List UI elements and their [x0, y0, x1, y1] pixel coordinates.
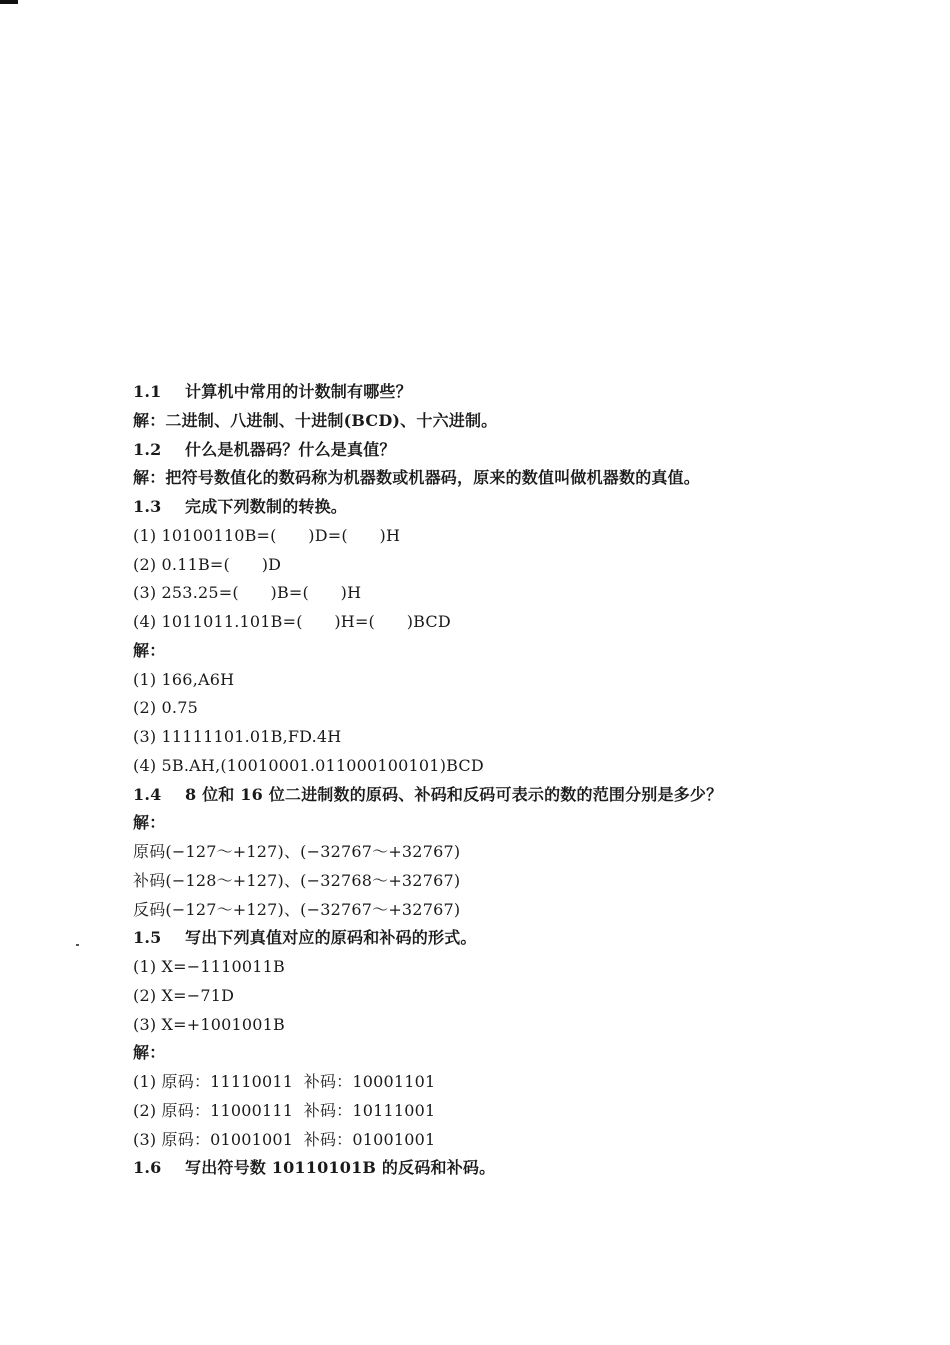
exercise-item: (3) X=+1001001B	[133, 1014, 285, 1034]
question-1-1	[133, 378, 893, 407]
question-1-3	[133, 493, 893, 522]
exercise-item: (2) 0.11B=( )D	[133, 554, 282, 574]
range-ones-complement: 反码(−127～+127)、(−32767～+32767)	[133, 899, 461, 919]
question-text: 完成下列数制的转换。	[185, 497, 348, 516]
exercise-item: (3) 253.25=( )B=( )H	[133, 583, 362, 603]
question-number: 1.3	[133, 497, 162, 516]
question-1-2	[133, 436, 893, 465]
solution-item: (2) 原码：11000111 补码：10111001	[133, 1100, 436, 1120]
answer-1-2: 解：把符号数值化的数码称为机器数或机器码，原来的数值叫做机器数的真值。	[133, 468, 701, 488]
solution-item: (1) 原码：11110011 补码：10001101	[133, 1072, 436, 1091]
exercise-item: (1) X=−1110011B	[133, 957, 285, 976]
exercise-item: (4) 1011011.101B=( )H=( )BCD	[133, 612, 451, 631]
question-number: 1.6	[133, 1158, 162, 1178]
range-complement-code: 补码(−128～+127)、(−32768～+32767)	[133, 870, 461, 890]
exercise-item: (2) X=−71D	[133, 985, 235, 1005]
scan-corner-mark	[0, 0, 18, 4]
solution-item: (2) 0.75	[133, 698, 198, 718]
solution-item: (1) 166,A6H	[133, 669, 235, 689]
question-1-4	[133, 781, 893, 810]
scan-speck	[76, 944, 79, 946]
answer-1-1: 解：二进制、八进制、十进制(BCD)、十六进制。	[133, 410, 498, 430]
solution-label: 解：	[133, 813, 166, 833]
question-number: 1.2	[133, 439, 162, 459]
solution-label: 解：	[133, 1043, 166, 1063]
question-1-5	[133, 924, 893, 953]
question-number: 1.1	[133, 382, 162, 401]
question-text: 8 位和 16 位二进制数的原码、补码和反码可表示的数的范围分别是多少？	[185, 784, 723, 804]
document-body	[133, 378, 893, 1183]
range-original-code: 原码(−127～+127)、(−32767～+32767)	[133, 842, 461, 861]
question-number: 1.4	[133, 784, 162, 804]
solution-item: (3) 原码：01001001 补码：01001001	[133, 1129, 436, 1149]
solution-item: (3) 11111101.01B,FD.4H	[133, 727, 342, 746]
question-text: 写出符号数 10110101B 的反码和补码。	[185, 1158, 496, 1178]
question-text: 写出下列真值对应的原码和补码的形式。	[185, 928, 477, 948]
exercise-item: (1) 10100110B=( )D=( )H	[133, 525, 401, 545]
question-text: 什么是机器码？什么是真值？	[185, 439, 396, 459]
question-number: 1.5	[133, 928, 162, 948]
question-text: 计算机中常用的计数制有哪些？	[185, 382, 412, 401]
solution-item: (4) 5B.AH,(10010001.011000100101)BCD	[133, 755, 484, 775]
question-1-6	[133, 1154, 893, 1183]
solution-label: 解：	[133, 640, 166, 660]
